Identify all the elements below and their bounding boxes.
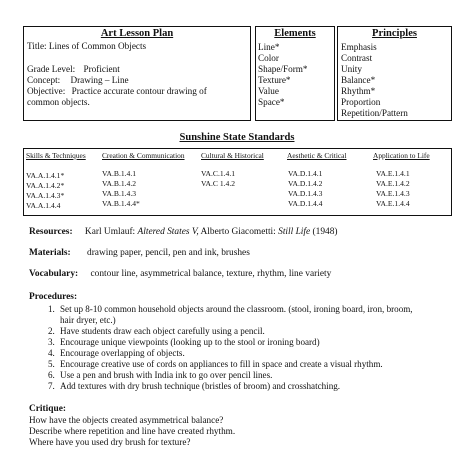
procedure-text: Encourage overlapping of objects.: [60, 348, 185, 358]
standard-code: VA.C.1.4.1: [201, 169, 236, 178]
lesson-plan-row: [27, 75, 129, 86]
row-value: Drawing – Line: [70, 75, 129, 85]
critique-question: Describe where repetition and line have created rhythm.: [29, 426, 236, 436]
standard-code: VA.E.1.4.3: [376, 189, 410, 198]
standard-code: VA.A.1.4.4: [26, 201, 61, 210]
procedure-number: 3.: [48, 337, 55, 347]
element-item: Shape/Form*: [258, 64, 308, 74]
procedure-item: [48, 304, 413, 315]
elements-box: [255, 26, 335, 121]
row-value: Lines of Common Objects: [48, 41, 147, 51]
procedure-text: Have students draw each object carefully using a pencil.: [60, 326, 265, 336]
standards-header-creation: Creation & Communication: [102, 151, 185, 160]
element-item: Line*: [258, 42, 280, 52]
elements-title: Elements: [274, 28, 316, 39]
procedure-number: 4.: [48, 348, 55, 358]
standard-code: VA.E.1.4.1: [376, 169, 410, 178]
standard-code: VA.B.1.4.1: [102, 169, 137, 178]
principle-item: Unity: [341, 64, 362, 74]
procedure-number: 5.: [48, 359, 55, 369]
standard-code: VA.E.1.4.2: [376, 179, 410, 188]
standard-code: VA.D.1.4.4: [288, 199, 323, 208]
standard-code: VA.D.1.4.1: [288, 169, 323, 178]
element-item: Texture*: [258, 75, 291, 85]
element-item: Color: [258, 53, 279, 63]
standard-code: VA.E.1.4.4: [376, 199, 410, 208]
principles-box: [337, 26, 452, 121]
principle-item: Balance*: [341, 75, 376, 85]
element-item: Space*: [258, 97, 285, 107]
resources-text-a: Karl Umlauf:: [84, 227, 136, 237]
procedure-number: 2.: [48, 326, 55, 336]
procedure-item: [48, 326, 265, 337]
procedure-text: hair dryer, etc.): [60, 315, 116, 325]
lesson-plan-row: [27, 64, 120, 75]
standard-code: VA.C 1.4.2: [201, 179, 236, 188]
principle-item: Rhythm*: [341, 86, 376, 96]
procedures-label: Procedures:: [29, 292, 78, 302]
materials-label: Materials:: [29, 248, 71, 258]
procedure-text: Encourage creative use of cords on appliances to fill in space and create a visual rhythm.: [60, 359, 383, 369]
row-value: common objects.: [27, 97, 90, 107]
standard-code: VA.A.1.4.3*: [26, 191, 65, 200]
principles-title: Principles: [372, 28, 417, 39]
principle-item: Contrast: [341, 53, 373, 63]
vocabulary-text: contour line, asymmetrical balance, texture, rhythm, line variety: [90, 269, 332, 279]
procedure-item: [48, 315, 116, 326]
standard-code: VA.A.1.4.1*: [26, 171, 65, 180]
standard-code: VA.B.1.4.3: [102, 189, 137, 198]
row-label: Grade Level:: [27, 64, 76, 74]
lesson-plan-row: [27, 41, 146, 52]
lesson-plan-box: [23, 26, 251, 121]
vocabulary-label: Vocabulary:: [29, 269, 79, 279]
materials-text: drawing paper, pencil, pen and ink, brushes: [87, 248, 250, 258]
element-item: Value: [258, 86, 279, 96]
resources-text-b: Alberto Giacometti:: [200, 227, 276, 237]
vocabulary-row: [29, 269, 331, 279]
principle-item: Emphasis: [341, 42, 377, 52]
standard-code: VA.D.1.4.3: [288, 189, 323, 198]
standards-title: Sunshine State Standards: [179, 132, 295, 143]
resources-italic-a: Altered States V,: [137, 227, 199, 237]
standard-code: VA.B.1.4.4*: [102, 199, 140, 208]
procedure-number: 1.: [48, 304, 55, 314]
lesson-plan-row: [27, 97, 90, 108]
procedure-item: [48, 359, 383, 370]
standard-code: VA.A.1.4.2*: [26, 181, 65, 190]
critique-question: Where have you used dry brush for texture?: [29, 437, 191, 447]
procedure-item: [48, 337, 320, 348]
resources-row: [29, 227, 338, 237]
procedure-text: Add textures with dry brush technique (bristles of broom) and crosshatching.: [60, 381, 341, 391]
standards-header-cultural: Cultural & Historical: [201, 151, 264, 160]
resources-text-c: (1948): [312, 227, 338, 237]
resources-italic-b: Still Life: [278, 227, 311, 237]
procedure-number: 7.: [48, 381, 55, 391]
row-value: Practice accurate contour drawing of: [71, 86, 207, 96]
lesson-plan-row: [27, 86, 207, 97]
procedure-item: [48, 370, 272, 381]
materials-row: [29, 248, 250, 258]
procedure-text: Set up 8-10 common household objects around the classroom. (stool, ironing board, iron, broom,: [60, 304, 413, 314]
resources-label: Resources:: [29, 227, 73, 237]
standards-header-application: Application to Life: [373, 151, 430, 160]
standards-header-aesthetic: Aesthetic & Critical: [287, 151, 347, 160]
lesson-plan-title: Art Lesson Plan: [100, 28, 174, 39]
standard-code: VA.D.1.4.2: [288, 179, 323, 188]
standards-box: [23, 148, 452, 216]
procedure-item: [48, 348, 185, 359]
critique-question: How have the objects created asymmetrical balance?: [29, 415, 224, 425]
procedure-number: 6.: [48, 370, 55, 380]
standards-header-skills: Skills & Techniques: [26, 151, 86, 160]
row-label: Title:: [27, 41, 47, 51]
row-label: Objective:: [27, 86, 66, 96]
critique-label: Critique:: [29, 404, 66, 414]
principle-item: Proportion: [341, 97, 381, 107]
standard-code: VA.B.1.4.2: [102, 179, 137, 188]
procedure-text: Encourage unique viewpoints (looking up to the stool or ironing board): [60, 337, 320, 347]
procedure-item: [48, 381, 340, 392]
row-label: Concept:: [27, 75, 61, 85]
procedure-text: Use a pen and brush with India ink to go over pencil lines.: [60, 370, 273, 380]
row-value: Proficient: [83, 64, 120, 74]
principle-item: Repetition/Pattern: [341, 108, 408, 118]
